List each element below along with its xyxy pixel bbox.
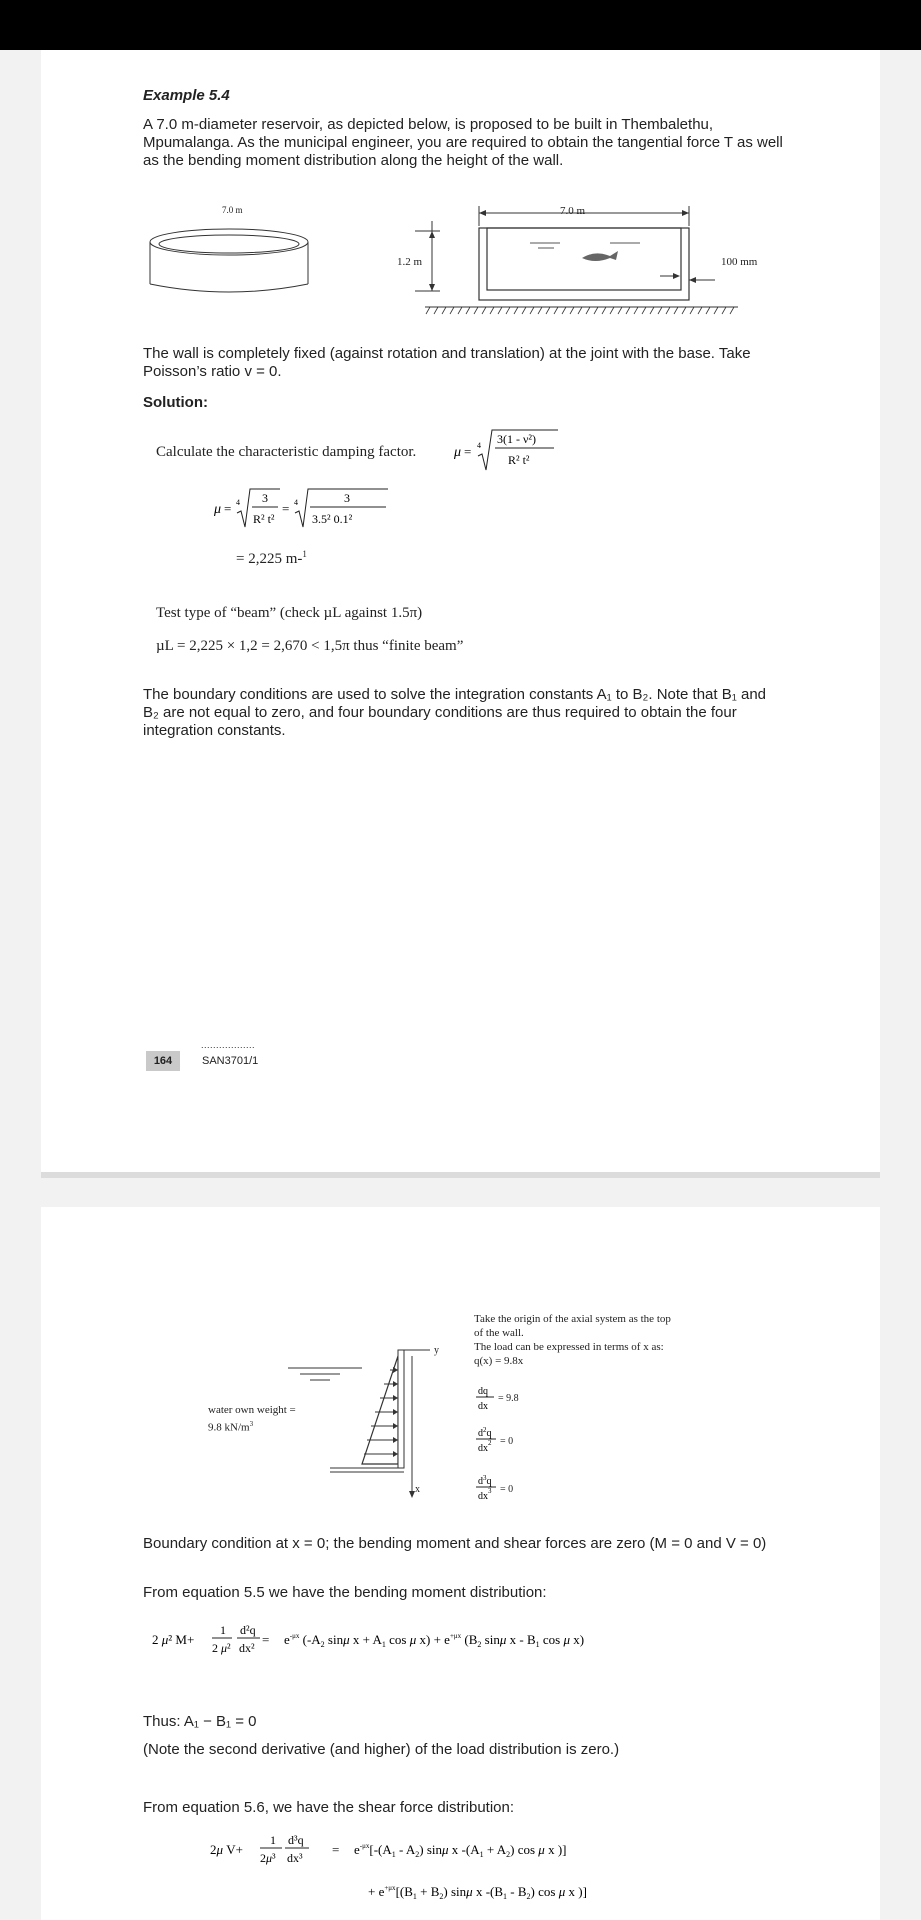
svg-text:4: 4 (236, 498, 240, 507)
svg-text:μ: μ (454, 445, 462, 460)
thickness-label: 100 mm (721, 256, 758, 268)
svg-text:=: = (262, 1632, 270, 1647)
diameter-label: 7.0 m (560, 205, 586, 217)
svg-text:dx³: dx³ (287, 1851, 303, 1865)
damping-intro: Calculate the characteristic damping factor. (156, 444, 417, 460)
svg-text:=: = (282, 501, 290, 516)
from-equation-5-5: From equation 5.5 we have the bending moment distribution: (143, 1584, 547, 1601)
svg-text:dq: dq (478, 1386, 488, 1397)
mu-result: = 2,225 m-$^1$ (236, 549, 307, 567)
course-code: SAN3701/1 (202, 1055, 259, 1067)
from-equation-5-6: From equation 5.6, we have the shear force distribution: (143, 1799, 515, 1816)
page-divider (41, 1172, 880, 1178)
svg-text:=: = (224, 501, 232, 516)
test-line-1: Test type of “beam” (check µL against 1.5π) (156, 605, 423, 621)
top-bar (0, 0, 921, 50)
svg-text:R² t²: R² t² (253, 512, 275, 526)
page-number: 164 (146, 1051, 180, 1071)
svg-text:dx2: $dx^2$ (478, 1439, 492, 1454)
axis-x-label: x (415, 1484, 420, 1495)
svg-text:=: = (464, 444, 472, 459)
diameter-label-small: 7.0 m (222, 205, 243, 215)
dq-value: = 9.8 (498, 1393, 519, 1404)
solution-label: Solution: (143, 394, 208, 411)
svg-text:dx: dx (478, 1401, 488, 1412)
load-equation: q(x) = 9.8x (474, 1355, 524, 1367)
svg-text:e-μx (-A2 sinμ x + A1 cos μ: $e^{-\mu x}$ ($-A_2$ sinμ $x + A_1$ cos μ $x) + e^{+\mu x}$ ($B_2$ sinμ x - $B_1$ cos μ x) (284, 1632, 585, 1649)
mu-formula-computed (212, 485, 412, 535)
svg-text:d3q: $d^3q$ (478, 1474, 492, 1487)
intro-paragraph: A 7.0 m-diameter reservoir, as depicted below, is proposed to be built in Thembalethu, Mpumalanga. As the municipal engineer, you are required to obtain the tangential force T as well as the bending moment distribution along the height of the wall. (143, 116, 783, 169)
svg-text:dx²: dx² (239, 1641, 255, 1655)
test-line-2: µL = 2,225 × 1,2 = 2,670 < 1,5π thus “finite beam” (156, 638, 464, 654)
svg-text:4: 4 (294, 498, 298, 507)
svg-text:1: 1 (270, 1833, 276, 1847)
svg-text:2μ V+: 2μ V+ (210, 1842, 244, 1857)
boundary-condition-text: Boundary condition at x = 0; the bending moment and shear forces are zero (M = 0 and V = 0) (143, 1535, 767, 1552)
svg-text:3: 3 (262, 491, 268, 505)
fixed-paragraph: The wall is completely fixed (against rotation and translation) at the joint with the base. Take Poisson’s ratio v = 0. (143, 345, 751, 380)
svg-text:4: 4 (477, 441, 481, 450)
svg-text:μ: μ (214, 502, 222, 517)
svg-text:1: 1 (220, 1623, 226, 1637)
note-line: (Note the second derivative (and higher) of the load distribution is zero.) (143, 1741, 620, 1758)
svg-text:3.5² 0.1²: 3.5² 0.1² (312, 512, 353, 526)
svg-text:d³q: d³q (288, 1833, 304, 1847)
svg-text:=: = (332, 1842, 340, 1857)
load-derivatives (474, 1380, 564, 1520)
example-title: Example 5.4 (143, 87, 230, 104)
height-label: 1.2 m (397, 256, 423, 268)
water-weight-1: water own weight = (208, 1404, 296, 1416)
d3q-value: = 0 (500, 1484, 514, 1495)
svg-text:d2q: $d^2q$ (478, 1426, 492, 1439)
thus-line: Thus: A₁ − B₁ = 0 (143, 1713, 257, 1730)
svg-text:2 μ²: 2 μ² (212, 1641, 231, 1655)
origin-note-3: The load can be expressed in terms of x as: (474, 1341, 664, 1353)
origin-note-1: Take the origin of the axial system as the top (474, 1313, 671, 1325)
svg-text:3: 3 (344, 491, 350, 505)
reservoir-cylinder-sketch (150, 229, 308, 292)
bending-moment-equation (148, 1620, 788, 1670)
dotted-line: .................. (201, 1040, 256, 1050)
svg-text:2μ³: 2μ³ (260, 1851, 276, 1865)
boundary-paragraph: The boundary conditions are used to solve the integration constants A₁ to B₂. Note that B₁ and B₂ are not equal to zero, and four boundary conditions are thus required to obtain the four integration constants. (143, 686, 766, 739)
origin-note-2: of the wall. (474, 1327, 524, 1339)
svg-text:R² t²: R² t² (508, 453, 530, 467)
mu-formula-general (452, 426, 562, 476)
svg-text:e-μx[-(A1 - A2) sinμ x -(A1 +: $e^{-\mu x}[-(A_1 - A_2)$ sinμ x $-(A_1 + A_2)$ cos μ x )] (354, 1842, 567, 1859)
reservoir-section (415, 206, 738, 314)
wall-load-diagram (280, 1340, 440, 1500)
d2q-value: = 0 (500, 1436, 514, 1447)
svg-text:+ e+μx[(B1 + B2) sinμ x -(B1: + $e^{+\mu x}[(B_1 + B_2)$ sinμ x $-(B_1 - B_2)$ cos μ x )] (368, 1884, 587, 1901)
water-weight-2: 9.8 $kN/m^3$ (208, 1420, 254, 1434)
svg-text:d²q: d²q (240, 1623, 256, 1637)
svg-text:3(1 - ν²): 3(1 - ν²) (497, 432, 537, 446)
svg-text:2 μ² M+: 2 μ² M+ (152, 1632, 195, 1647)
axis-y-label: y (434, 1345, 439, 1356)
svg-text:dx3: $dx^3$ (478, 1487, 492, 1502)
shear-force-equation (208, 1830, 728, 1918)
reservoir-figure (140, 196, 780, 336)
